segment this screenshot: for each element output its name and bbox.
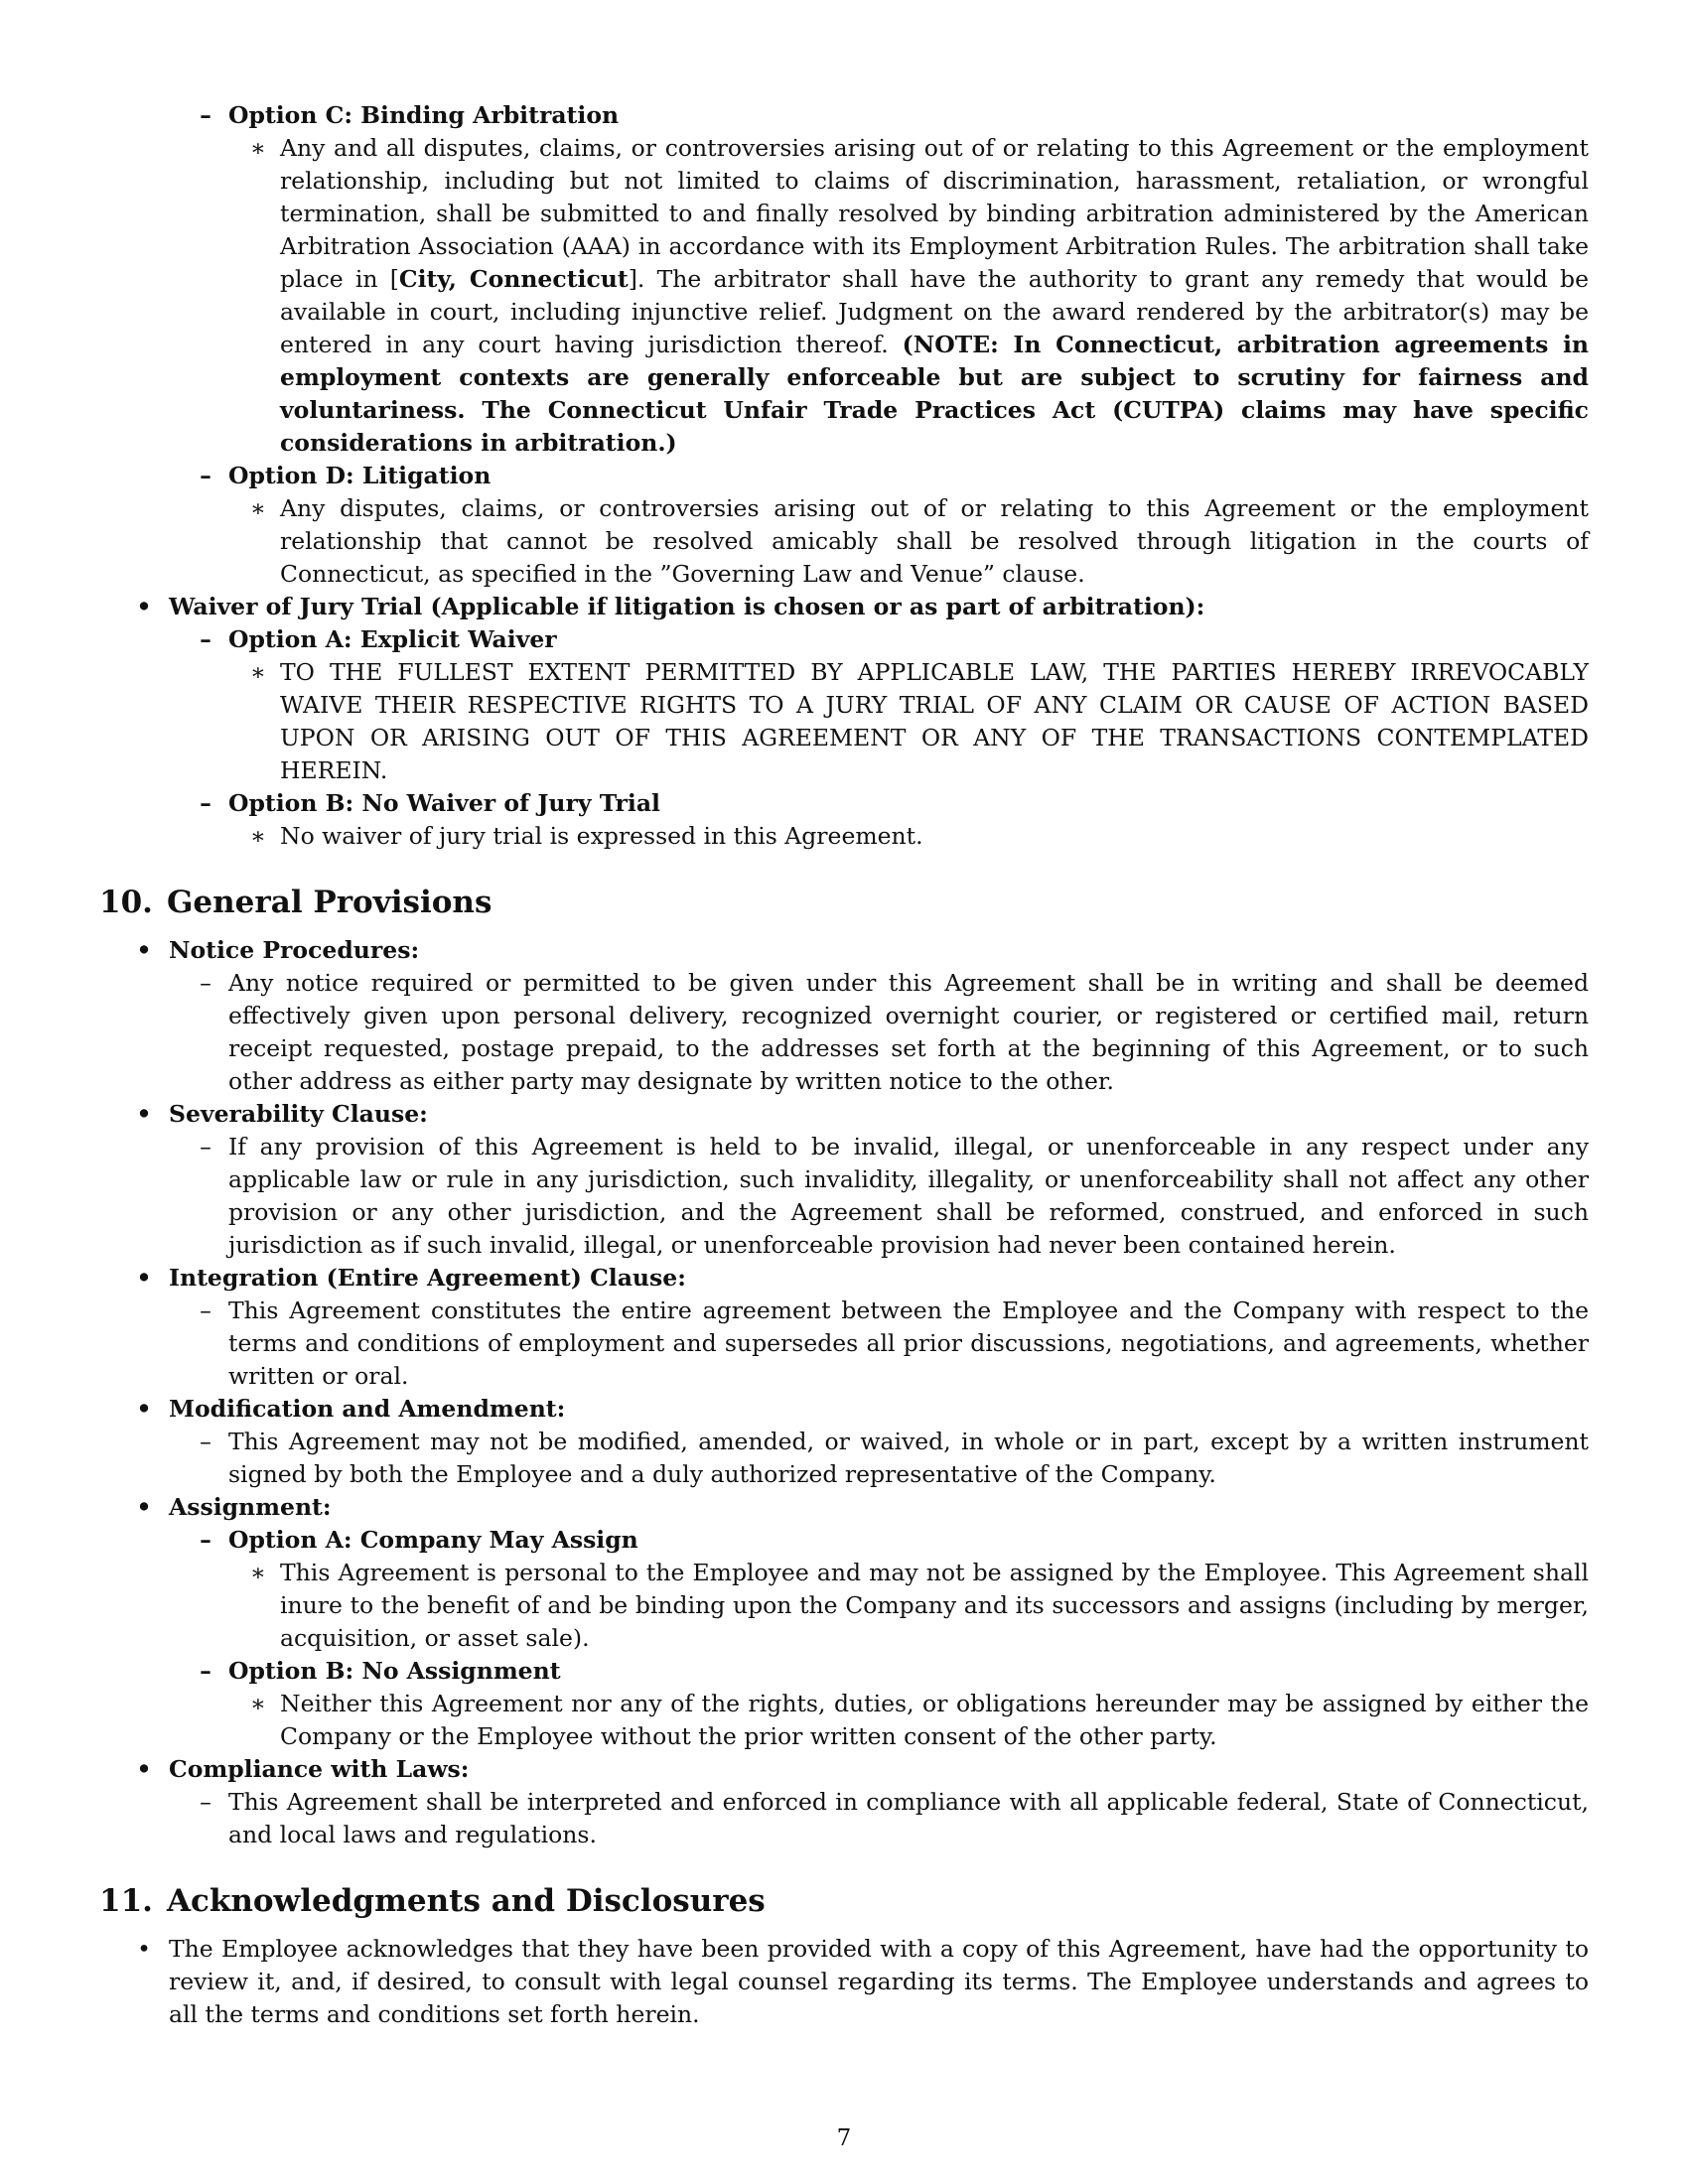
dash-marker: – <box>200 462 211 489</box>
option-d-title: – Option D: Litigation <box>99 460 1589 492</box>
compliance-text: – This Agreement shall be interpreted and enforced in compliance with all applicable federal, State of Connecticut, and local laws and regulations. <box>99 1786 1589 1851</box>
jury-option-b-text: ∗ No waiver of jury trial is expressed in this Agreement. <box>99 820 1589 853</box>
dash-marker: – <box>200 1133 211 1160</box>
dash-marker: – <box>200 1428 211 1455</box>
assignment-option-b-text: ∗ Neither this Agreement nor any of the rights, duties, or obligations hereunder may be assigned by either the Company or the Employee without the prior written consent of the other party. <box>99 1688 1589 1753</box>
jury-option-a-text: ∗ TO THE FULLEST EXTENT PERMITTED BY APPLICABLE LAW, THE PARTIES HEREBY IRREVOCABLY WAIVE THEIR RESPECTIVE RIGHTS TO A JURY TRIAL OF ANY CLAIM OR CAUSE OF ACTION BASED UPON OR ARISING OUT OF THIS AGREEMENT OR ANY OF THE TRANSACTIONS CONTEMPLATED HEREIN. <box>99 656 1589 787</box>
dash-marker: – <box>200 1526 211 1554</box>
bullet-marker: • <box>136 1395 152 1423</box>
document-page <box>99 99 1589 2031</box>
bullet-marker: • <box>137 1935 151 1963</box>
option-d-text: ∗ Any disputes, claims, or controversies arising out of or relating to this Agreement or the employment relationship that cannot be resolved amicably shall be resolved through litigation in the courts of Connecticut, as specified in the ”Governing Law and Venue” clause. <box>99 492 1589 591</box>
assignment-option-b-title: – Option B: No Assignment <box>99 1655 1589 1688</box>
integration-title: • Integration (Entire Agreement) Clause: <box>99 1262 1589 1295</box>
dash-marker: – <box>200 1788 211 1816</box>
bullet-marker: • <box>136 1755 152 1783</box>
bullet-marker: • <box>136 1264 152 1292</box>
bullet-marker: • <box>136 593 152 620</box>
asterisk-marker: ∗ <box>250 494 266 522</box>
option-c-text: ∗ Any and all disputes, claims, or controversies arising out of or relating to this Agreement or the employment relationship, including but not limited to claims of discrimination, harassment, retaliation, or wrongful termination, shall be submitted to and finally resolved by binding arbitration administered by the American Arbitration Association (AAA) in accordance with its Employment Arbitration Rules. The arbitration shall take place in [City, Connecticut]. The arbitrator shall have the authority to grant any remedy that would be available in court, including injunctive relief. Judgment on the award rendered by the arbitrator(s) may be entered in any court having jurisdiction thereof. (NOTE: In Connecticut, arbitration agreements in employment contexts are generally enforceable but are subject to scrutiny for fairness and voluntariness. The Connecticut Unfair Trade Practices Act (CUTPA) claims may have specific considerations in arbitration.) <box>99 132 1589 460</box>
asterisk-marker: ∗ <box>250 1690 266 1717</box>
page-number: 7 <box>836 2125 852 2151</box>
option-c-title: – Option C: Binding Arbitration <box>99 99 1589 132</box>
asterisk-marker: ∗ <box>250 1559 266 1586</box>
bullet-marker: • <box>136 1100 152 1128</box>
city-placeholder: City, Connecticut <box>398 265 629 293</box>
severability-text: – If any provision of this Agreement is held to be invalid, illegal, or unenforceable in any respect under any applicable law or rule in any jurisdiction, such invalidity, illegality, or unenforceability shall not affect any other provision or any other jurisdiction, and the Agreement shall be reformed, construed, and enforced in such jurisdiction as if such invalid, illegal, or unenforceable provision had never been contained herein. <box>99 1131 1589 1262</box>
bullet-marker: • <box>136 936 152 964</box>
notice-text: – Any notice required or permitted to be given under this Agreement shall be in writing and shall be deemed effectively given upon personal delivery, recognized overnight courier, or registered or certified mail, return receipt requested, postage prepaid, to the addresses set forth at the beginning of this Agreement, or to such other address as either party may designate by written notice to the other. <box>99 967 1589 1098</box>
assignment-option-a-text: ∗ This Agreement is personal to the Employee and may not be assigned by the Employee. This Agreement shall inure to the benefit of and be binding upon the Company and its successors and assigns (including by merger, acquisition, or asset sale). <box>99 1557 1589 1655</box>
acknowledgment-text: • The Employee acknowledges that they have been provided with a copy of this Agreement, have had the opportunity to review it, and, if desired, to consult with legal counsel regarding its terms. The Employee understands and agrees to all the terms and conditions set forth herein. <box>99 1933 1589 2031</box>
jury-option-b-title: – Option B: No Waiver of Jury Trial <box>99 787 1589 820</box>
notice-title: • Notice Procedures: <box>99 934 1589 967</box>
severability-title: • Severability Clause: <box>99 1098 1589 1131</box>
asterisk-marker: ∗ <box>250 658 266 686</box>
dash-marker: – <box>200 969 211 997</box>
jury-waiver-title: • Waiver of Jury Trial (Applicable if litigation is chosen or as part of arbitration): <box>99 591 1589 623</box>
compliance-title: • Compliance with Laws: <box>99 1753 1589 1786</box>
asterisk-marker: ∗ <box>250 822 266 850</box>
dash-marker: – <box>200 1297 211 1324</box>
jury-option-a-title: – Option A: Explicit Waiver <box>99 623 1589 656</box>
section-10-heading: 10. General Provisions <box>99 885 492 920</box>
dash-marker: – <box>200 789 211 817</box>
arbitration-note: (NOTE: In Connecticut, arbitration agreements in employment contexts are generally enforceable but are subject to scrutiny for fairness and voluntariness. The Connecticut Unfair Trade Practices Act (CUTPA) claims may have specific considerations in arbitration.) <box>280 331 1589 457</box>
dash-marker: – <box>200 101 211 129</box>
dash-marker: – <box>200 625 211 653</box>
modification-text: – This Agreement may not be modified, amended, or waived, in whole or in part, except by a written instrument signed by both the Employee and a duly authorized representative of the Company. <box>99 1426 1589 1491</box>
integration-text: – This Agreement constitutes the entire agreement between the Employee and the Company with respect to the terms and conditions of employment and supersedes all prior discussions, negotiations, and agreements, whether written or oral. <box>99 1295 1589 1393</box>
section-11-heading: 11. Acknowledgments and Disclosures <box>99 1883 766 1919</box>
assignment-option-a-title: – Option A: Company May Assign <box>99 1524 1589 1557</box>
modification-title: • Modification and Amendment: <box>99 1393 1589 1426</box>
dash-marker: – <box>200 1657 211 1685</box>
asterisk-marker: ∗ <box>250 134 266 162</box>
assignment-title: • Assignment: <box>99 1491 1589 1524</box>
bullet-marker: • <box>136 1493 152 1521</box>
